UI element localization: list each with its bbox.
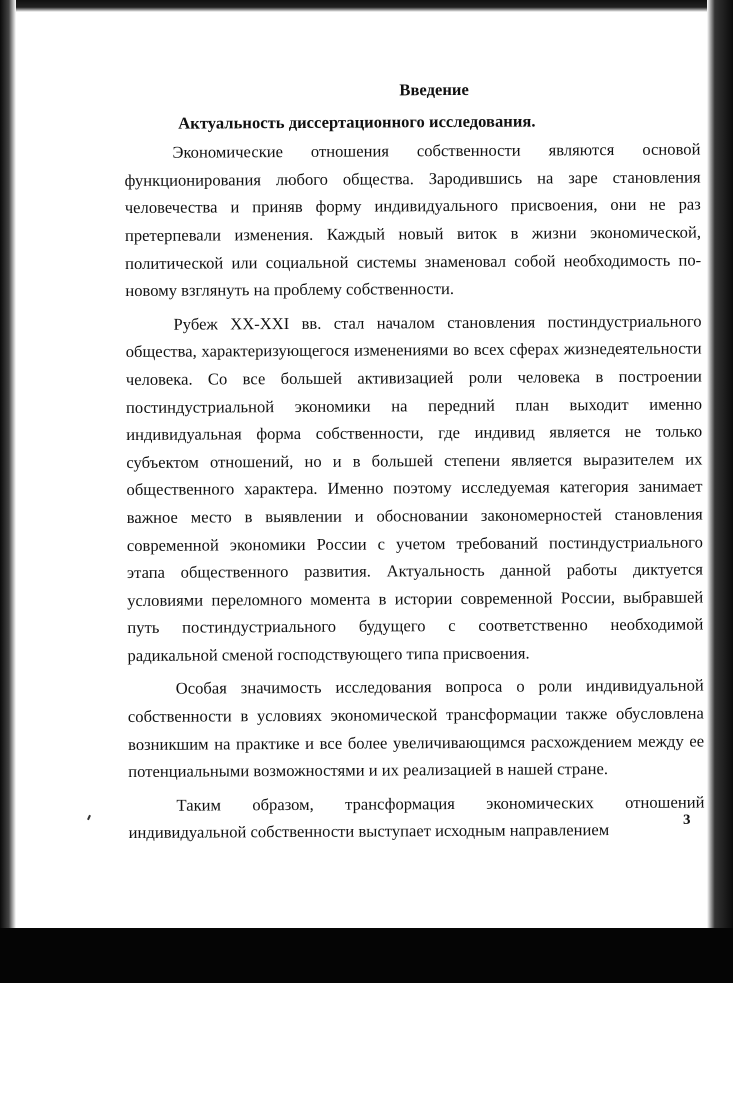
document-body <box>124 74 705 853</box>
scan-edge-left <box>0 0 16 930</box>
scan-speck <box>87 815 91 820</box>
scan-edge-right <box>707 0 733 930</box>
section-subtitle: Актуальность диссертационного исследования. <box>178 111 536 133</box>
paragraph-2: Рубеж XX-XXI вв. стал началом становления постиндустриального общества, характеризующегося изменениями во всех сферах жизнедеятельности человека. Со все большей активизацией роли человека в построении постиндустриальной экономики на передний план выходит именно индивидуальная форма собственности, где индивид является не только субъектом отношений, но и в большей степени является выразителем их общественного характера. Именно поэтому исследуемая категория занимает важное место в выявлении и обосновании закономерностей становления современной экономики России с учетом требований постиндустриального этапа общественного развития. Актуальность данной работы диктуется условиями переломного момента в истории современной России, выбравшей путь постиндустриального будущего с соответственно необходимой радикальной сменой господствующего типа присвоения. <box>125 311 704 665</box>
paragraph-4: Таким образом, трансформация экономических отношений индивидуальной собственности выступает исходным направлением <box>128 792 705 843</box>
scanner-bed <box>0 928 733 983</box>
scan-edge-top <box>0 0 733 12</box>
paragraph-3: Особая значимость исследования вопроса о роли индивидуальной собственности в условиях экономической трансформации также обусловлена возникшим на практике и все более увеличивающимся расхождением между ее потенциальными возможностями и их реализацией в нашей стране. <box>127 675 705 782</box>
page-number: 3 <box>683 812 691 828</box>
paragraph-1: Экономические отношения собственности являются основой функционирования любого общества. Зародившись на заре становления человечества и приняв форму индивидуального присвоения, они не раз претерпевали изменения. Каждый новый виток в жизни экономической, политической или социальной системы знаменовал собой необходимость по-новому взглянуть на проблему собственности. <box>124 139 702 301</box>
page-title: Введение <box>399 79 469 100</box>
